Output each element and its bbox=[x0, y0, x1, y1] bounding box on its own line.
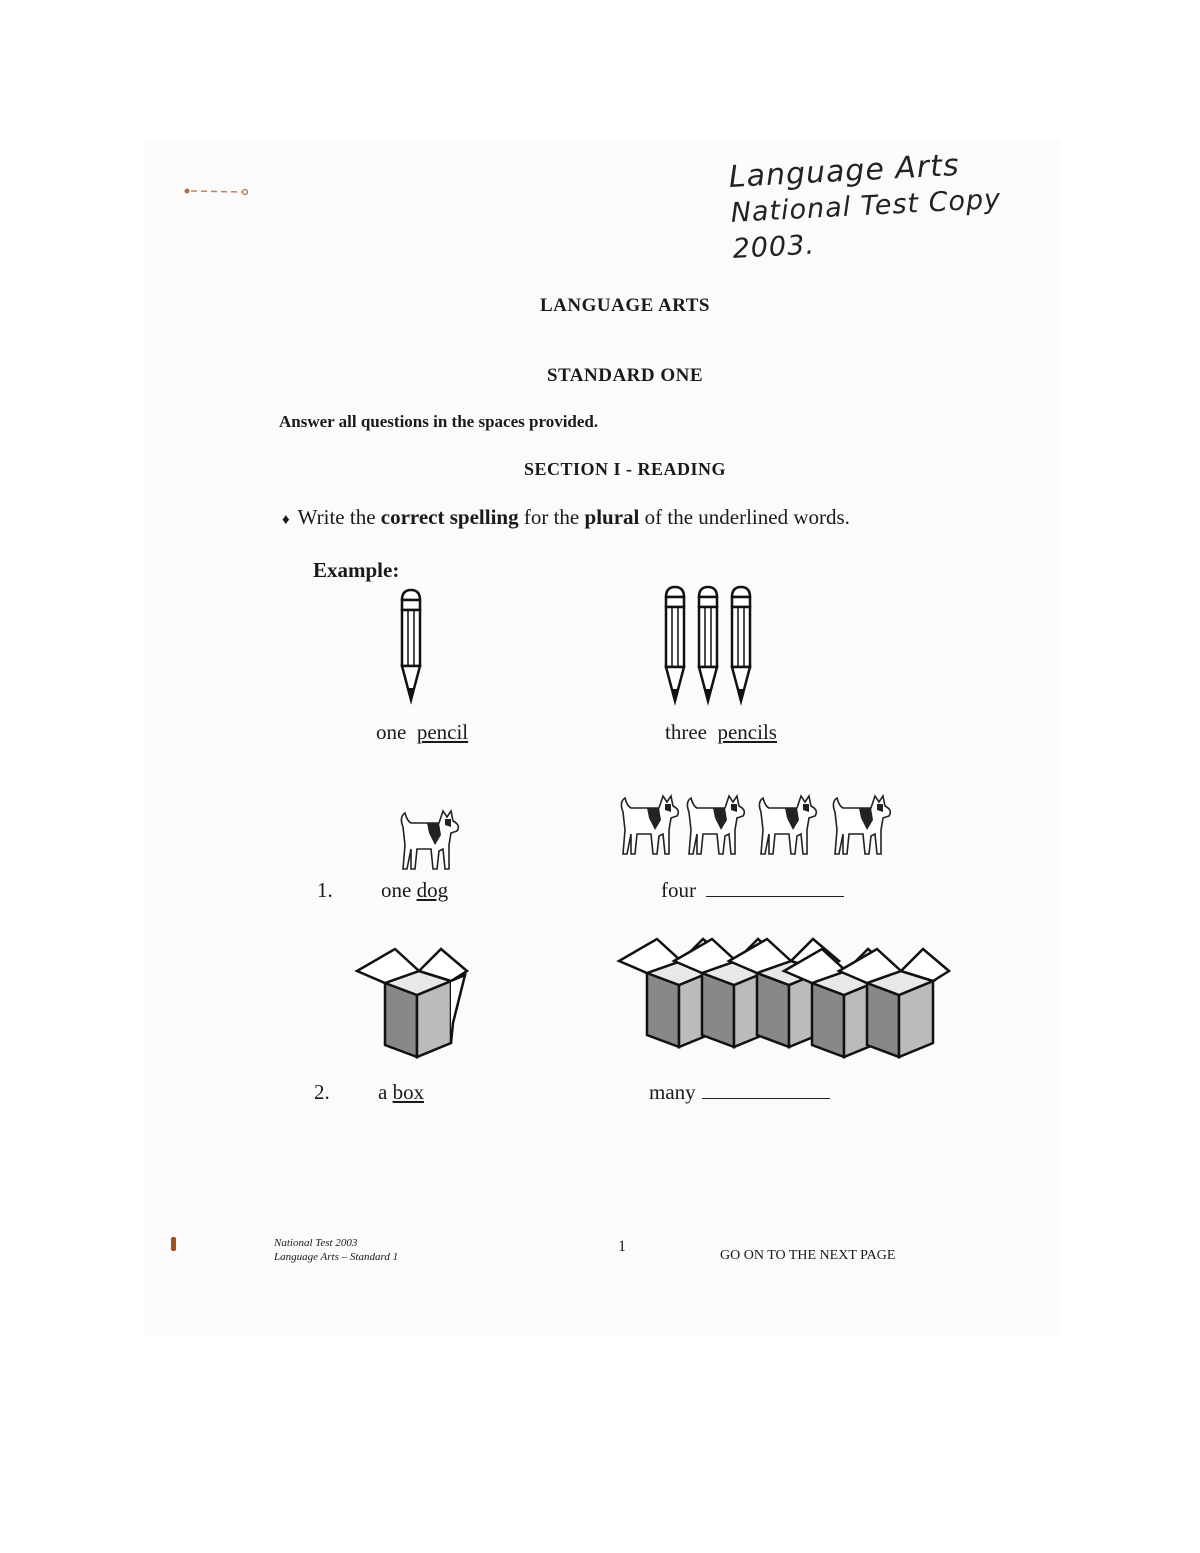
box-icon bbox=[355, 945, 470, 1070]
question-2-left-caption: a box bbox=[378, 1080, 425, 1104]
page-number: 1 bbox=[618, 1238, 626, 1255]
underlined-word: box bbox=[392, 1080, 425, 1104]
example-right-caption: three pencils bbox=[665, 720, 777, 744]
question-1-number: 1. bbox=[317, 878, 333, 902]
footer-line-2: Language Arts – Standard 1 bbox=[274, 1251, 399, 1263]
handwritten-line-2: National Test Copy 2003. bbox=[729, 183, 1002, 265]
bullet-icon: ♦ bbox=[282, 512, 290, 528]
page-title: LANGUAGE ARTS bbox=[539, 295, 710, 316]
dog-icon bbox=[687, 796, 744, 854]
pencil-icon bbox=[732, 587, 750, 701]
answer-blank[interactable] bbox=[706, 878, 844, 897]
pencil-icon bbox=[396, 588, 436, 711]
scanned-page bbox=[145, 140, 1060, 1335]
question-1-answer: four bbox=[661, 878, 844, 903]
question-1-left-caption: one dog bbox=[381, 878, 449, 902]
pencil-icon bbox=[699, 587, 717, 701]
underlined-word: pencils bbox=[717, 720, 777, 744]
page-subtitle: STANDARD ONE bbox=[546, 365, 704, 386]
underlined-word: dog bbox=[416, 878, 449, 902]
footer-left bbox=[274, 1236, 398, 1264]
handwritten-note bbox=[728, 143, 1063, 268]
footer-line-1: National Test 2003 bbox=[274, 1237, 358, 1249]
pencils-group bbox=[660, 585, 770, 710]
scan-mark bbox=[171, 1237, 176, 1251]
question-2-answer: many bbox=[649, 1080, 830, 1105]
example-label: Example: bbox=[313, 558, 400, 582]
pencil-icon bbox=[666, 587, 684, 701]
instructions: Answer all questions in the spaces provided. bbox=[279, 412, 599, 431]
example-left-caption: one pencil bbox=[376, 720, 469, 744]
handwritten-line-1: Language Arts bbox=[728, 147, 961, 195]
underlined-word: pencil bbox=[416, 720, 469, 744]
task-instruction: ♦ Write the correct spelling for the plural of the underlined words. bbox=[282, 505, 850, 529]
question-2-number: 2. bbox=[314, 1080, 330, 1104]
scan-mark bbox=[183, 183, 248, 189]
dogs-group bbox=[615, 790, 900, 867]
boxes-group bbox=[617, 935, 982, 1065]
dog-icon bbox=[759, 796, 816, 854]
next-page-note: GO ON TO THE NEXT PAGE bbox=[720, 1248, 896, 1263]
section-title: SECTION I - READING bbox=[523, 459, 727, 479]
dog-icon bbox=[395, 805, 465, 880]
dog-icon bbox=[833, 796, 890, 854]
dog-icon bbox=[621, 796, 678, 854]
answer-blank[interactable] bbox=[702, 1080, 830, 1099]
